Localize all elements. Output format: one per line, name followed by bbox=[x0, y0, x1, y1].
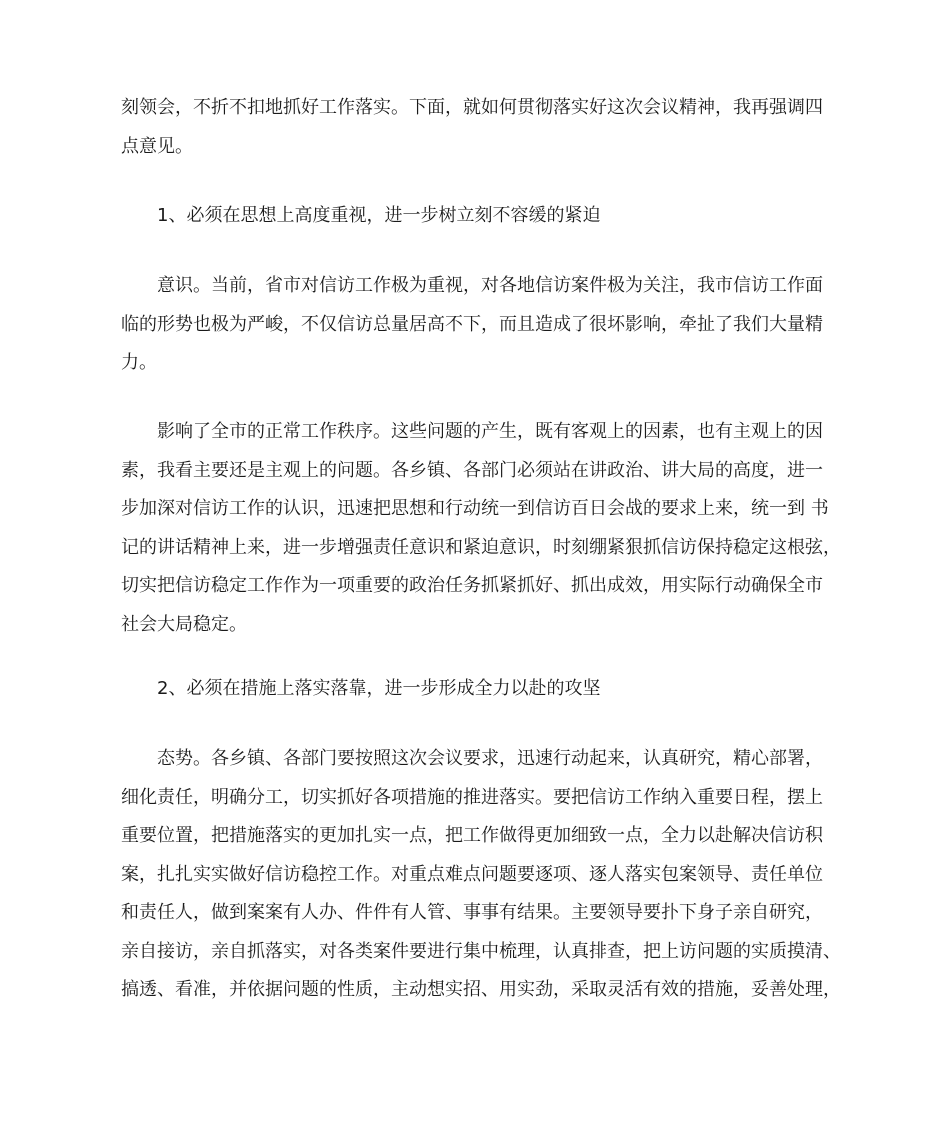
paragraph-intro bbox=[121, 89, 833, 166]
text-line: 步加深对信访工作的认识，迅速把思想和行动统一到信访百日会战的要求上来，统一到 书 bbox=[121, 498, 829, 519]
text-line: 2、必须在措施上落实落靠，进一步形成全力以赴的攻坚 bbox=[157, 678, 601, 699]
text-line: 切实把信访稳定工作作为一项重要的政治任务抓紧抓好、抓出成效，用实际行动确保全市 bbox=[121, 575, 823, 596]
text-line: 点意见。 bbox=[121, 135, 193, 157]
text-line: 意识。当前，省市对信访工作极为重视，对各地信访案件极为关注，我市信访工作面 bbox=[157, 275, 823, 296]
text-line: 刻领会，不折不扣地抓好工作落实。下面，就如何贯彻落实好这次会议精神，我再强调四 bbox=[121, 97, 823, 118]
text-line: 细化责任，明确分工，切实抓好各项措施的推进落实。要把信访工作纳入重要日程，摆上 bbox=[121, 786, 823, 808]
text-line: 案，扎扎实实做好信访稳控工作。对重点难点问题要逐项、逐人落实包案领导、责任单位 bbox=[121, 863, 823, 885]
paragraph-point-2-heading bbox=[121, 670, 833, 709]
text-line: 搞透、看准，并依据问题的性质，主动想实招、用实劲，采取灵活有效的措施，妥善处理， bbox=[121, 979, 841, 1000]
text-line: 1、必须在思想上高度重视，进一步树立刻不容缓的紧迫 bbox=[157, 205, 601, 226]
text-line: 影响了全市的正常工作秩序。这些问题的产生，既有客观上的因素，也有主观上的因 bbox=[157, 421, 823, 442]
text-line: 力。 bbox=[121, 352, 157, 373]
text-line: 素，我看主要还是主观上的问题。各乡镇、各部门必须站在讲政治、讲大局的高度，进一 bbox=[121, 459, 823, 481]
text-line: 社会大局稳定。 bbox=[121, 613, 247, 635]
text-line: 态势。各乡镇、各部门要按照这次会议要求，迅速行动起来，认真研究，精心部署， bbox=[157, 748, 823, 769]
paragraph-point-1-body bbox=[121, 267, 833, 383]
paragraph-point-1-heading bbox=[121, 197, 833, 236]
paragraph-point-1-continued bbox=[121, 413, 841, 644]
text-line: 临的形势也极为严峻，不仅信访总量居高不下，而且造成了很坏影响，牵扯了我们大量精 bbox=[121, 313, 823, 335]
paragraph-point-2-body bbox=[121, 740, 841, 1010]
text-line: 亲自接访，亲自抓落实，对各类案件要进行集中梳理，认真排查，把上访问题的实质摸清、 bbox=[121, 940, 841, 962]
text-line: 重要位置，把措施落实的更加扎实一点，把工作做得更加细致一点，全力以赴解决信访积 bbox=[121, 825, 823, 846]
text-line: 和责任人，做到案案有人办、件件有人管、事事有结果。主要领导要扑下身子亲自研究， bbox=[121, 902, 823, 923]
text-line: 记的讲话精神上来，进一步增强责任意识和紧迫意识，时刻绷紧狠抓信访保持稳定这根弦， bbox=[121, 536, 841, 558]
